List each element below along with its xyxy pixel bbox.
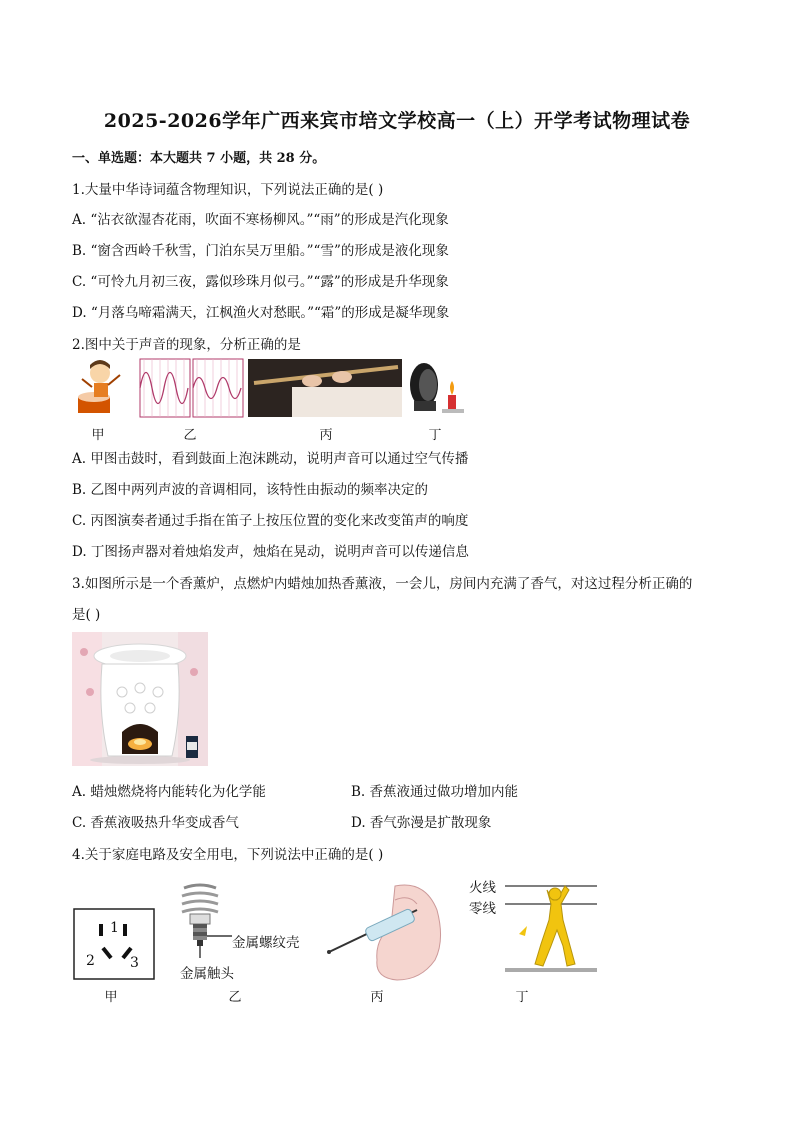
sound-wave-figure-2 (193, 359, 243, 417)
q4-figure-label-bing: 丙 (370, 990, 384, 1005)
drum-child-figure (78, 360, 120, 413)
bulb-label-contact: 金属触头 (180, 966, 234, 982)
figure-label-ding: 丁 (428, 428, 442, 443)
question-3-stem-line2: 是( ) (72, 607, 101, 623)
question-3-stem-line1: 3.如图所示是一个香薰炉，点燃炉内蜡烛加热香薰液，一会儿，房间内充满了香气，对这过程分析正确的 (72, 576, 693, 592)
question-1-option-b: B. “窗含西岭千秋雪，门泊东吴万里船。”“雪”的形成是液化现象 (72, 243, 449, 259)
page-title: 2025-2026学年广西来宾市培文学校高一（上）开学考试物理试卷 (103, 110, 691, 132)
question-4-stem: 4.关于家庭电路及安全用电，下列说法中正确的是( ) (72, 847, 384, 863)
question-1-option-d: D. “月落乌啼霜满天，江枫渔火对愁眠。”“霜”的形成是凝华现象 (72, 305, 450, 321)
q4-figure-label-jia: 甲 (104, 990, 118, 1005)
wire-label-live: 火线 (469, 880, 496, 896)
q4-figure-label-ding: 丁 (515, 990, 529, 1005)
question-2-option-d: D. 丁图扬声器对着烛焰发声，烛焰在晃动，说明声音可以传递信息 (72, 544, 469, 560)
person-touching-wires-figure (505, 880, 605, 980)
bulb-label-screw-shell: 金属螺纹壳 (232, 935, 300, 951)
question-2-figures (72, 357, 472, 419)
question-3-option-b: B. 香蕉液通过做功增加内能 (351, 784, 519, 800)
question-3-option-a: A. 蜡烛燃烧将内能转化为化学能 (72, 784, 266, 800)
question-2-option-b: B. 乙图中两列声波的音调相同，该特性由振动的频率决定的 (72, 482, 429, 498)
socket-number-1: 1 (110, 920, 119, 936)
sound-wave-figure-1 (140, 359, 190, 417)
question-1-stem: 1.大量中华诗词蕴含物理知识，下列说法正确的是( ) (72, 182, 384, 198)
socket-number-3: 3 (130, 955, 139, 971)
q4-figure-label-yi: 乙 (228, 990, 242, 1005)
three-pin-socket-figure (73, 908, 155, 980)
question-1-option-c: C. “可怜九月初三夜，露似珍珠月似弓。”“露”的形成是升华现象 (72, 274, 449, 290)
wire-label-neutral: 零线 (469, 901, 496, 917)
figure-label-bing: 丙 (319, 428, 333, 443)
speaker-candle-figure (410, 363, 464, 413)
question-2-option-c: C. 丙图演奏者通过手指在笛子上按压位置的变化来改变笛声的响度 (72, 513, 469, 529)
figure-label-yi: 乙 (183, 428, 197, 443)
question-3-option-c: C. 香蕉液吸热升华变成香气 (72, 815, 239, 831)
question-2-stem: 2.图中关于声音的现象，分析正确的是 (72, 337, 301, 353)
figure-label-jia: 甲 (91, 428, 105, 443)
question-2-option-a: A. 甲图击鼓时，看到鼓面上泡沫跳动，说明声音可以通过空气传播 (72, 451, 469, 467)
flute-player-figure (248, 359, 402, 417)
energy-saving-bulb-figure (176, 880, 236, 960)
aroma-burner-photo (72, 632, 208, 766)
section-heading: 一、单选题：本大题共 7 小题，共 28 分。 (72, 151, 326, 166)
socket-number-2: 2 (86, 953, 95, 969)
test-pen-hand-figure (325, 880, 445, 985)
question-3-option-d: D. 香气弥漫是扩散现象 (351, 815, 492, 831)
question-1-option-a: A. “沾衣欲湿杏花雨，吹面不寒杨柳风。”“雨”的形成是汽化现象 (72, 212, 449, 228)
